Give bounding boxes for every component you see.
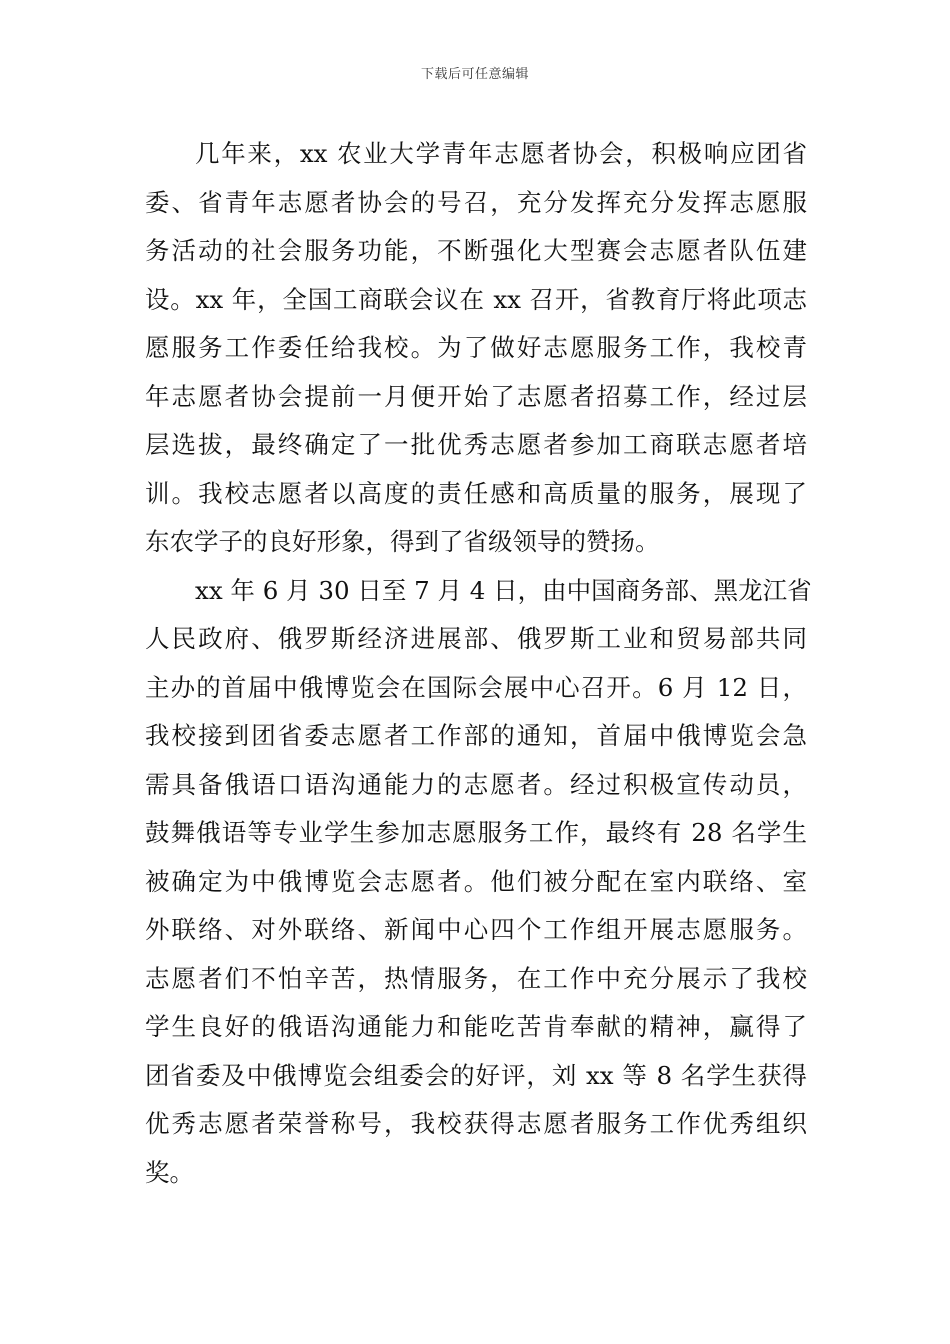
paragraph-line: 优秀志愿者荣誉称号，我校获得志愿者服务工作优秀组织: [145, 1109, 807, 1138]
paragraph-line: 训。我校志愿者以高度的责任感和高质量的服务，展现了: [145, 478, 807, 508]
paragraph-line: 层选拔，最终确定了一批优秀志愿者参加工商联志愿者培: [145, 430, 807, 459]
paragraph-line: 学生良好的俄语沟通能力和能吃苦肯奉献的精神，赢得了: [145, 1012, 807, 1041]
paragraph-line: 主办的首届中俄博览会在国际会展中心召开。6 月 12 日，: [145, 672, 807, 702]
paragraph-line: 年志愿者协会提前一月便开始了志愿者招募工作，经过层: [145, 381, 807, 411]
paragraph-line: 需具备俄语口语沟通能力的志愿者。经过积极宣传动员，: [145, 769, 807, 799]
paragraph-line: 设。xx 年，全国工商联会议在 xx 召开，省教育厅将此项志: [145, 284, 807, 314]
paragraph-line: 奖。: [145, 1157, 194, 1187]
paragraph-line: 几年来，xx 农业大学青年志愿者协会，积极响应团省: [195, 139, 807, 168]
paragraph-line: 我校接到团省委志愿者工作部的通知，首届中俄博览会急: [145, 721, 807, 750]
paragraph-line: 人民政府、俄罗斯经济进展部、俄罗斯工业和贸易部共同: [145, 624, 807, 653]
paragraph-line: 志愿者们不怕辛苦，热情服务，在工作中充分展示了我校: [145, 963, 807, 993]
paragraph-line: 团省委及中俄博览会组委会的好评，刘 xx 等 8 名学生获得: [145, 1060, 807, 1090]
paragraph-line: 愿服务工作委任给我校。为了做好志愿服务工作，我校青: [145, 333, 807, 362]
paragraph-line: xx 年 6 月 30 日至 7 月 4 日，由中国商务部、黑龙江省: [195, 575, 812, 605]
document-body: [145, 130, 812, 1197]
paragraph-line: 东农学子的良好形象，得到了省级领导的赞扬。: [145, 527, 660, 556]
paragraph-1: [145, 130, 807, 567]
paragraph-line: 务活动的社会服务功能，不断强化大型赛会志愿者队伍建: [145, 236, 807, 265]
paragraph-line: 委、省青年志愿者协会的号召，充分发挥充分发挥志愿服: [145, 187, 807, 217]
paragraph-line: 被确定为中俄博览会志愿者。他们被分配在室内联络、室: [145, 866, 807, 896]
paragraph-line: 外联络、对外联络、新闻中心四个工作组开展志愿服务。: [145, 915, 807, 944]
paragraph-2: [145, 567, 812, 1198]
paragraph-line: 鼓舞俄语等专业学生参加志愿服务工作，最终有 28 名学生: [145, 818, 807, 847]
page-header: 下载后可任意编辑: [420, 67, 529, 82]
